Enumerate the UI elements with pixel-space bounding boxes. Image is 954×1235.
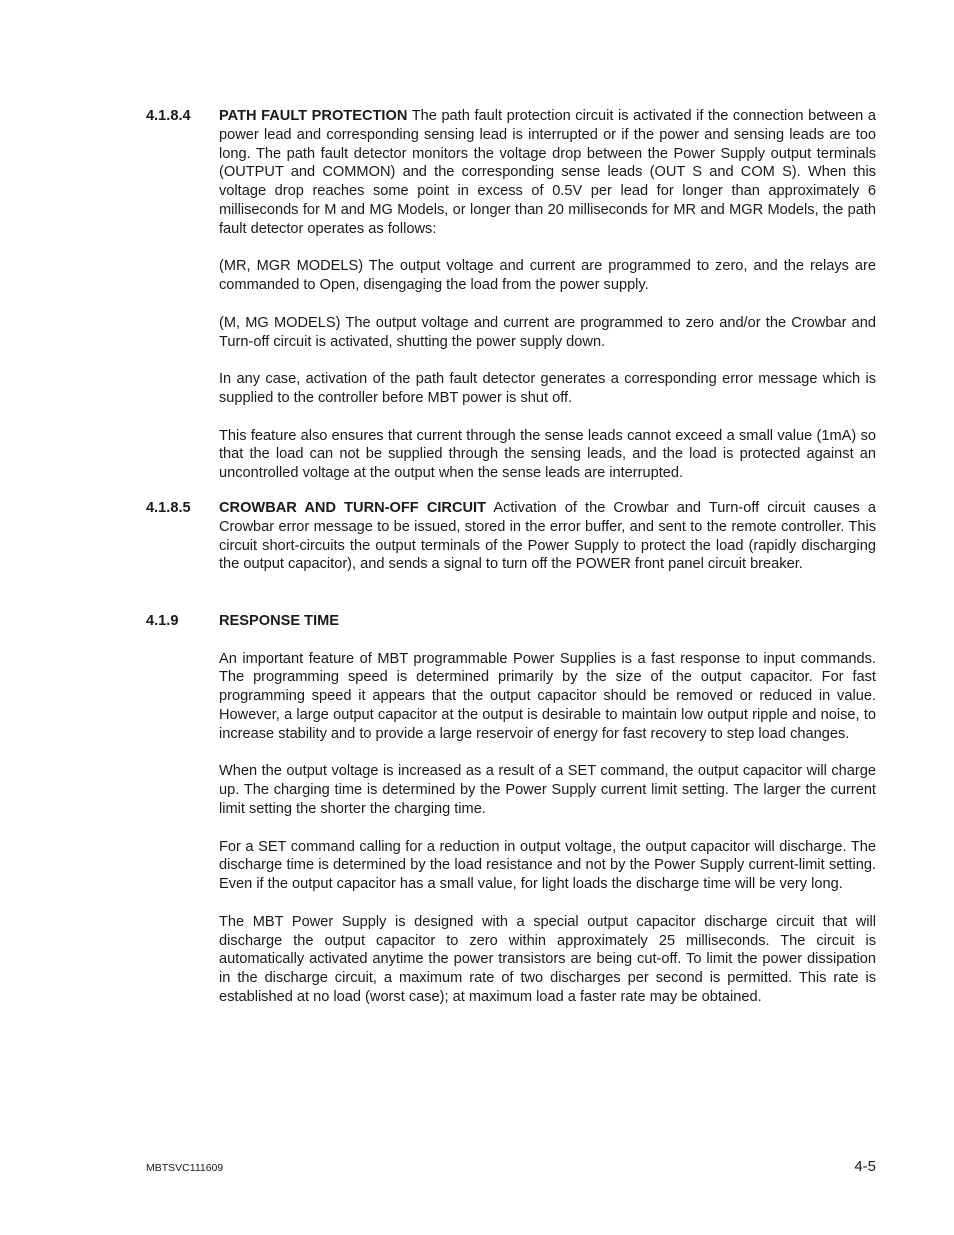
footer-page-number: 4-5 [854, 1158, 876, 1175]
section-body [219, 650, 876, 1007]
paragraph-text: Activation of the Crowbar and Turn-off circuit causes a Crowbar error message to be issued, stored in the error buffer, and sent to the remote controller. This circuit short-circuits the output terminals of the Power Supply to protect the load (rapidly discharging the output capacitor), and sends a signal to turn off the POWER front panel circuit breaker. [219, 500, 877, 573]
section-4-1-9 [146, 612, 876, 1026]
paragraph: In any case, activation of the path fault detector generates a corresponding error message which is supplied to the controller before MBT power is shut off. [219, 371, 876, 406]
paragraph [219, 499, 876, 574]
paragraph-text: The path fault protection circuit is activated if the connection between a power lead and corresponding sensing lead is interrupted or if the power and sensing leads are too long. The path fault detector monitors the voltage drop between the Power Supply output terminals (OUTPUT and COMMON) and the corresponding sense leads (OUT S and COM S). When this voltage drop reaches some point in excess of 0.5V per lead for longer than approximately 6 milliseconds for M and MG Models, or longer than 20 milliseconds for MR and MGR Models, the path fault detector operates as follows: [219, 108, 876, 237]
paragraph: An important feature of MBT programmable Power Supplies is a fast response to input commands. The programming speed is determined primarily by the size of the output capacitor. For fast programming speed it appears that the output capacitor should be removed or reduced in value. However, a large output capacitor at the output is desirable to maintain low output ripple and noise, to increase stability and to provide a large reservoir of energy for fast recovery to step load changes. [219, 650, 876, 742]
paragraph: (MR, MGR MODELS) The output voltage and current are programmed to zero, and the relays are commanded to Open, disengaging the load from the power supply. [219, 258, 876, 294]
paragraph: The MBT Power Supply is designed with a special output capacitor discharge circuit that will discharge the output capacitor to zero within approximately 25 milliseconds. The circuit is automatically activated anytime the power transistors are being cut-off. To limit the power dissipation in the discharge circuit, a maximum rate of two discharges per second is permitted. This rate is established at no load (worst case); at maximum load a faster rate may be obtained. [219, 913, 876, 1005]
paragraph: This feature also ensures that current through the sense leads cannot exceed a small value (1mA) so that the load can not be supplied through the sensing leads, and the load is protected against an uncontrolled voltage at the output when the sense leads are interrupted. [219, 427, 876, 482]
paragraph: For a SET command calling for a reduction in output voltage, the output capacitor will discharge. The discharge time is determined by the load resistance and not by the Power Supply current-limit setting. Even if the output capacitor has a small value, for light loads the discharge time will be very long. [219, 838, 876, 893]
section-body [219, 499, 876, 574]
section-body [219, 107, 876, 483]
section-number: 4.1.8.5 [146, 500, 191, 516]
paragraph: When the output voltage is increased as a result of a SET command, the output capacitor will charge up. The charging time is determined by the Power Supply current limit setting. The larger the current limit setting the shorter the charging time. [219, 763, 876, 817]
section-4-1-8-5 [146, 499, 876, 593]
section-title: RESPONSE TIME [219, 613, 340, 629]
footer-doc-id: MBTSVC111609 [146, 1162, 224, 1174]
section-number: 4.1.8.4 [146, 108, 191, 124]
section-title: CROWBAR AND TURN-OFF CIRCUIT [219, 500, 487, 516]
paragraph: (M, MG MODELS) The output voltage and current are programmed to zero and/or the Crowbar and Turn-off circuit is activated, shutting the power supply down. [219, 314, 876, 350]
section-number: 4.1.9 [146, 613, 179, 629]
section-title: PATH FAULT PROTECTION [219, 108, 408, 124]
section-4-1-8-4 [146, 107, 876, 502]
paragraph [219, 107, 876, 239]
